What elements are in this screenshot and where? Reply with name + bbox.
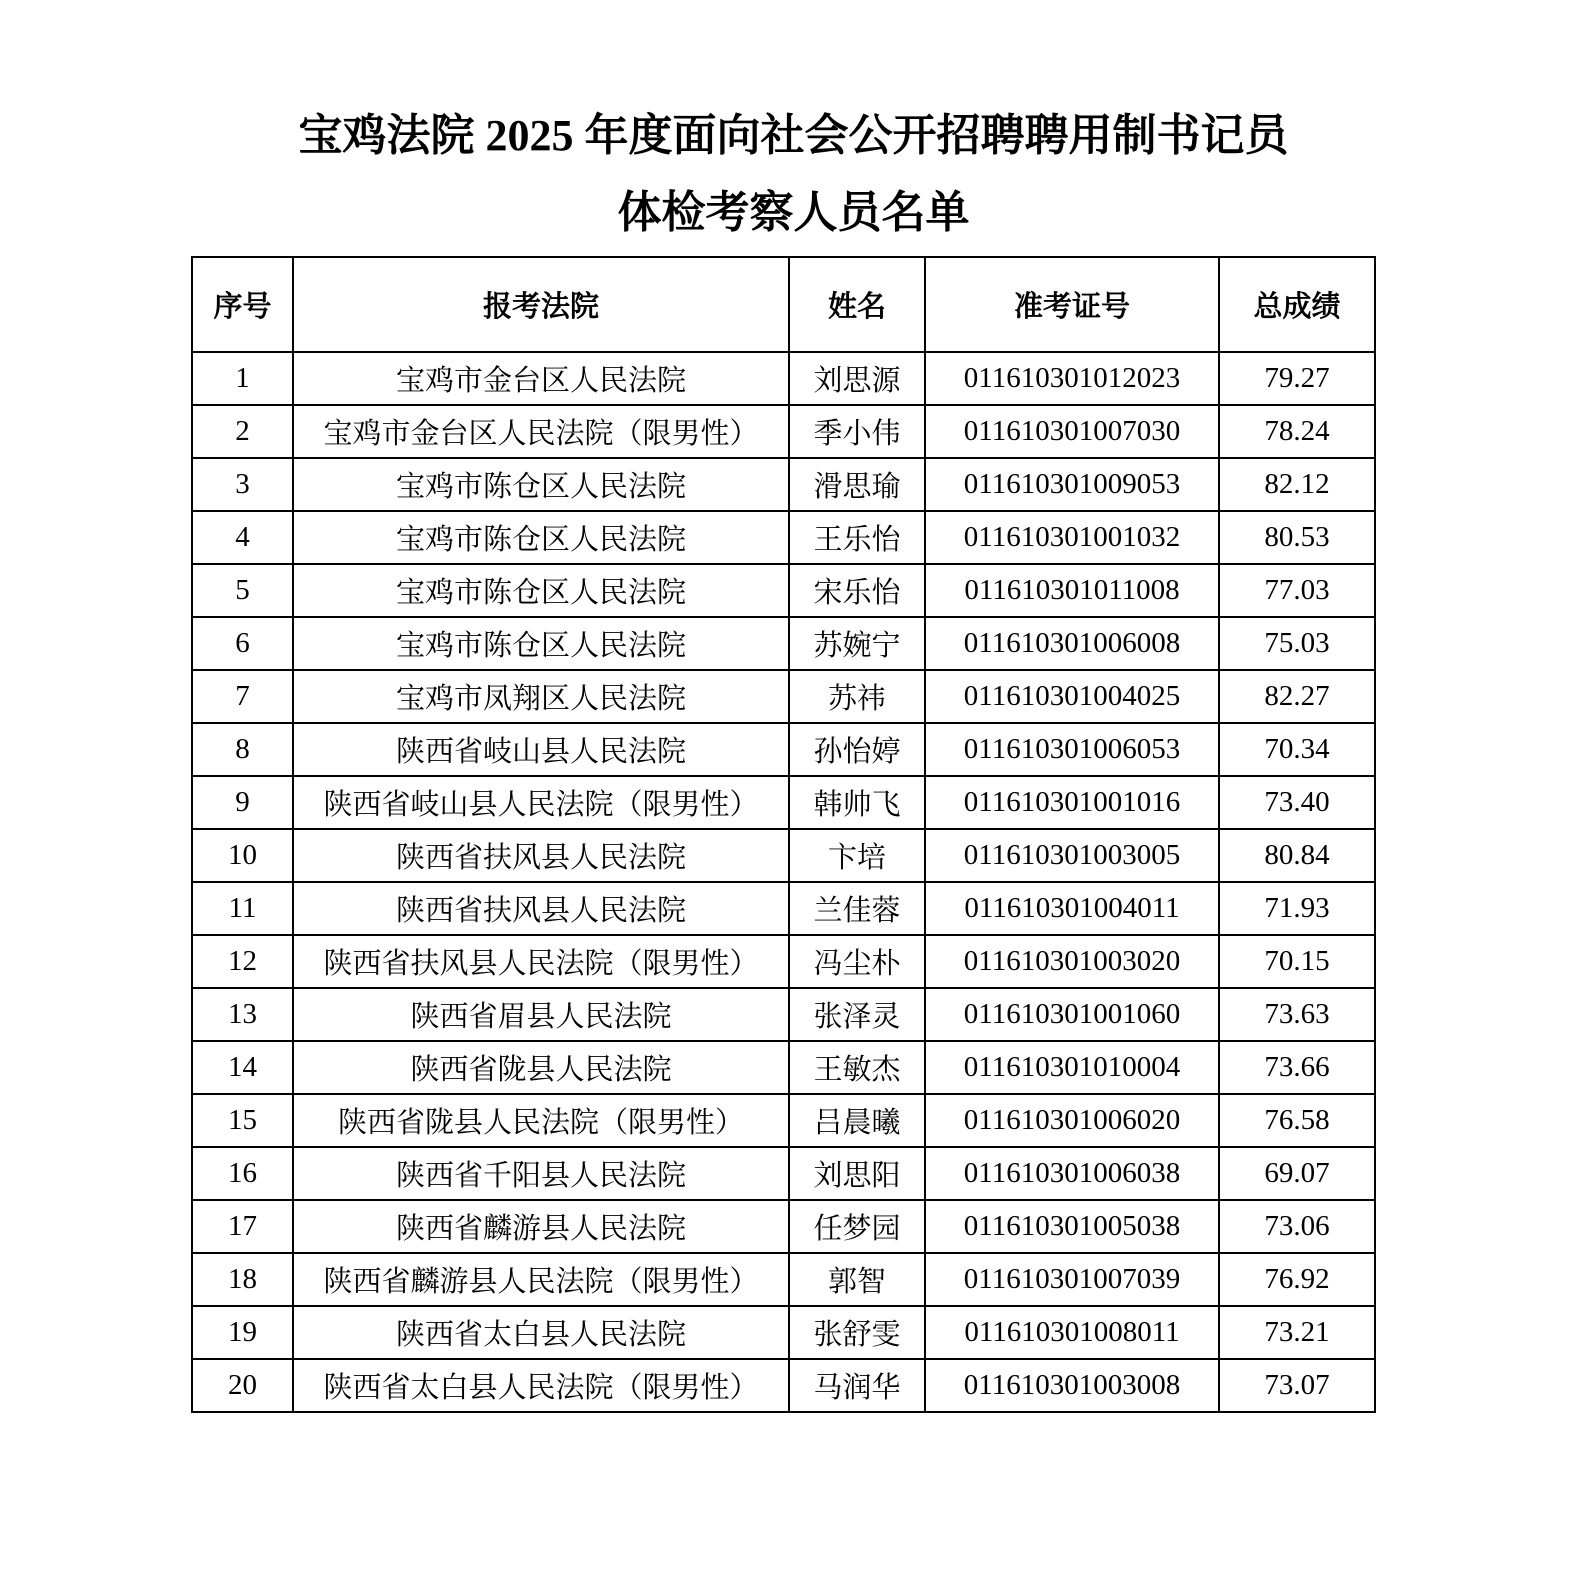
cell-score: 82.27: [1219, 670, 1375, 723]
cell-no: 18: [192, 1253, 293, 1306]
table-row: [192, 882, 1375, 935]
cell-ticket: 011610301001060: [925, 988, 1219, 1041]
title-line-2: 体检考察人员名单: [617, 187, 970, 237]
cell-score: 76.92: [1219, 1253, 1375, 1306]
table-row: [192, 1200, 1375, 1253]
cell-name: 王乐怡: [789, 511, 925, 564]
cell-ticket: 011610301006053: [925, 723, 1219, 776]
cell-court: 陕西省扶风县人民法院: [293, 829, 789, 882]
cell-no: 13: [192, 988, 293, 1041]
title-line-1: 宝鸡法院 2025 年度面向社会公开招聘聘用制书记员: [298, 111, 1289, 160]
cell-ticket: 011610301011008: [925, 564, 1219, 617]
cell-court: 宝鸡市金台区人民法院: [293, 352, 789, 405]
cell-ticket: 011610301003020: [925, 935, 1219, 988]
cell-no: 11: [192, 882, 293, 935]
table-row: [192, 829, 1375, 882]
cell-court: 宝鸡市陈仓区人民法院: [293, 458, 789, 511]
cell-score: 75.03: [1219, 617, 1375, 670]
cell-score: 70.34: [1219, 723, 1375, 776]
table-row: [192, 1041, 1375, 1094]
col-header-no: 序号: [192, 257, 293, 352]
cell-score: 73.21: [1219, 1306, 1375, 1359]
cell-no: 20: [192, 1359, 293, 1412]
cell-court: 陕西省麟游县人民法院（限男性）: [293, 1253, 789, 1306]
cell-no: 12: [192, 935, 293, 988]
table-row: [192, 511, 1375, 564]
col-header-score: 总成绩: [1219, 257, 1375, 352]
document-title: [0, 0, 1587, 240]
cell-court: 陕西省陇县人民法院: [293, 1041, 789, 1094]
cell-court: 宝鸡市凤翔区人民法院: [293, 670, 789, 723]
cell-score: 71.93: [1219, 882, 1375, 935]
table-row: [192, 670, 1375, 723]
table-row: [192, 1306, 1375, 1359]
cell-no: 16: [192, 1147, 293, 1200]
cell-no: 19: [192, 1306, 293, 1359]
cell-name: 苏婉宁: [789, 617, 925, 670]
cell-court: 宝鸡市陈仓区人民法院: [293, 511, 789, 564]
cell-ticket: 011610301004011: [925, 882, 1219, 935]
cell-name: 滑思瑜: [789, 458, 925, 511]
table-header: [192, 257, 1375, 352]
col-header-court: 报考法院: [293, 257, 789, 352]
header-row: [192, 257, 1375, 352]
table-row: [192, 776, 1375, 829]
cell-name: 张泽灵: [789, 988, 925, 1041]
cell-name: 苏祎: [789, 670, 925, 723]
cell-score: 70.15: [1219, 935, 1375, 988]
cell-ticket: 011610301003005: [925, 829, 1219, 882]
cell-no: 1: [192, 352, 293, 405]
cell-name: 冯尘朴: [789, 935, 925, 988]
cell-no: 8: [192, 723, 293, 776]
cell-name: 马润华: [789, 1359, 925, 1412]
cell-name: 刘思阳: [789, 1147, 925, 1200]
cell-no: 3: [192, 458, 293, 511]
table-row: [192, 1253, 1375, 1306]
table-row: [192, 564, 1375, 617]
cell-name: 季小伟: [789, 405, 925, 458]
table-row: [192, 988, 1375, 1041]
cell-score: 73.40: [1219, 776, 1375, 829]
cell-ticket: 011610301001016: [925, 776, 1219, 829]
cell-no: 9: [192, 776, 293, 829]
cell-ticket: 011610301005038: [925, 1200, 1219, 1253]
cell-court: 陕西省扶风县人民法院: [293, 882, 789, 935]
table-row: [192, 352, 1375, 405]
cell-court: 宝鸡市金台区人民法院（限男性）: [293, 405, 789, 458]
table-row: [192, 458, 1375, 511]
cell-name: 郭智: [789, 1253, 925, 1306]
cell-ticket: 011610301012023: [925, 352, 1219, 405]
cell-name: 张舒雯: [789, 1306, 925, 1359]
roster-table: [191, 256, 1376, 1413]
cell-court: 宝鸡市陈仓区人民法院: [293, 564, 789, 617]
cell-score: 73.07: [1219, 1359, 1375, 1412]
cell-ticket: 011610301006020: [925, 1094, 1219, 1147]
cell-ticket: 011610301003008: [925, 1359, 1219, 1412]
cell-score: 73.06: [1219, 1200, 1375, 1253]
cell-court: 陕西省岐山县人民法院: [293, 723, 789, 776]
cell-no: 2: [192, 405, 293, 458]
cell-court: 陕西省扶风县人民法院（限男性）: [293, 935, 789, 988]
col-header-name: 姓名: [789, 257, 925, 352]
table-row: [192, 1359, 1375, 1412]
cell-ticket: 011610301008011: [925, 1306, 1219, 1359]
cell-ticket: 011610301001032: [925, 511, 1219, 564]
cell-court: 宝鸡市陈仓区人民法院: [293, 617, 789, 670]
col-header-ticket: 准考证号: [925, 257, 1219, 352]
cell-score: 73.66: [1219, 1041, 1375, 1094]
table-row: [192, 405, 1375, 458]
cell-score: 77.03: [1219, 564, 1375, 617]
cell-no: 4: [192, 511, 293, 564]
cell-no: 5: [192, 564, 293, 617]
cell-name: 兰佳蓉: [789, 882, 925, 935]
table-row: [192, 935, 1375, 988]
table-body: [192, 352, 1375, 1412]
cell-score: 78.24: [1219, 405, 1375, 458]
cell-ticket: 011610301006038: [925, 1147, 1219, 1200]
cell-no: 7: [192, 670, 293, 723]
cell-name: 宋乐怡: [789, 564, 925, 617]
table-row: [192, 723, 1375, 776]
cell-court: 陕西省千阳县人民法院: [293, 1147, 789, 1200]
cell-score: 76.58: [1219, 1094, 1375, 1147]
cell-ticket: 011610301004025: [925, 670, 1219, 723]
cell-no: 17: [192, 1200, 293, 1253]
cell-name: 卞培: [789, 829, 925, 882]
cell-no: 6: [192, 617, 293, 670]
cell-ticket: 011610301009053: [925, 458, 1219, 511]
cell-name: 刘思源: [789, 352, 925, 405]
cell-no: 14: [192, 1041, 293, 1094]
cell-ticket: 011610301007030: [925, 405, 1219, 458]
cell-score: 80.84: [1219, 829, 1375, 882]
cell-score: 80.53: [1219, 511, 1375, 564]
cell-no: 10: [192, 829, 293, 882]
cell-name: 吕晨曦: [789, 1094, 925, 1147]
cell-court: 陕西省眉县人民法院: [293, 988, 789, 1041]
cell-court: 陕西省岐山县人民法院（限男性）: [293, 776, 789, 829]
cell-ticket: 011610301007039: [925, 1253, 1219, 1306]
cell-ticket: 011610301010004: [925, 1041, 1219, 1094]
cell-score: 79.27: [1219, 352, 1375, 405]
cell-score: 73.63: [1219, 988, 1375, 1041]
cell-name: 孙怡婷: [789, 723, 925, 776]
cell-court: 陕西省太白县人民法院（限男性）: [293, 1359, 789, 1412]
cell-name: 韩帅飞: [789, 776, 925, 829]
cell-ticket: 011610301006008: [925, 617, 1219, 670]
cell-name: 任梦园: [789, 1200, 925, 1253]
cell-score: 69.07: [1219, 1147, 1375, 1200]
cell-court: 陕西省麟游县人民法院: [293, 1200, 789, 1253]
cell-no: 15: [192, 1094, 293, 1147]
cell-court: 陕西省陇县人民法院（限男性）: [293, 1094, 789, 1147]
cell-court: 陕西省太白县人民法院: [293, 1306, 789, 1359]
table-row: [192, 1147, 1375, 1200]
table-row: [192, 1094, 1375, 1147]
cell-score: 82.12: [1219, 458, 1375, 511]
table-row: [192, 617, 1375, 670]
cell-name: 王敏杰: [789, 1041, 925, 1094]
